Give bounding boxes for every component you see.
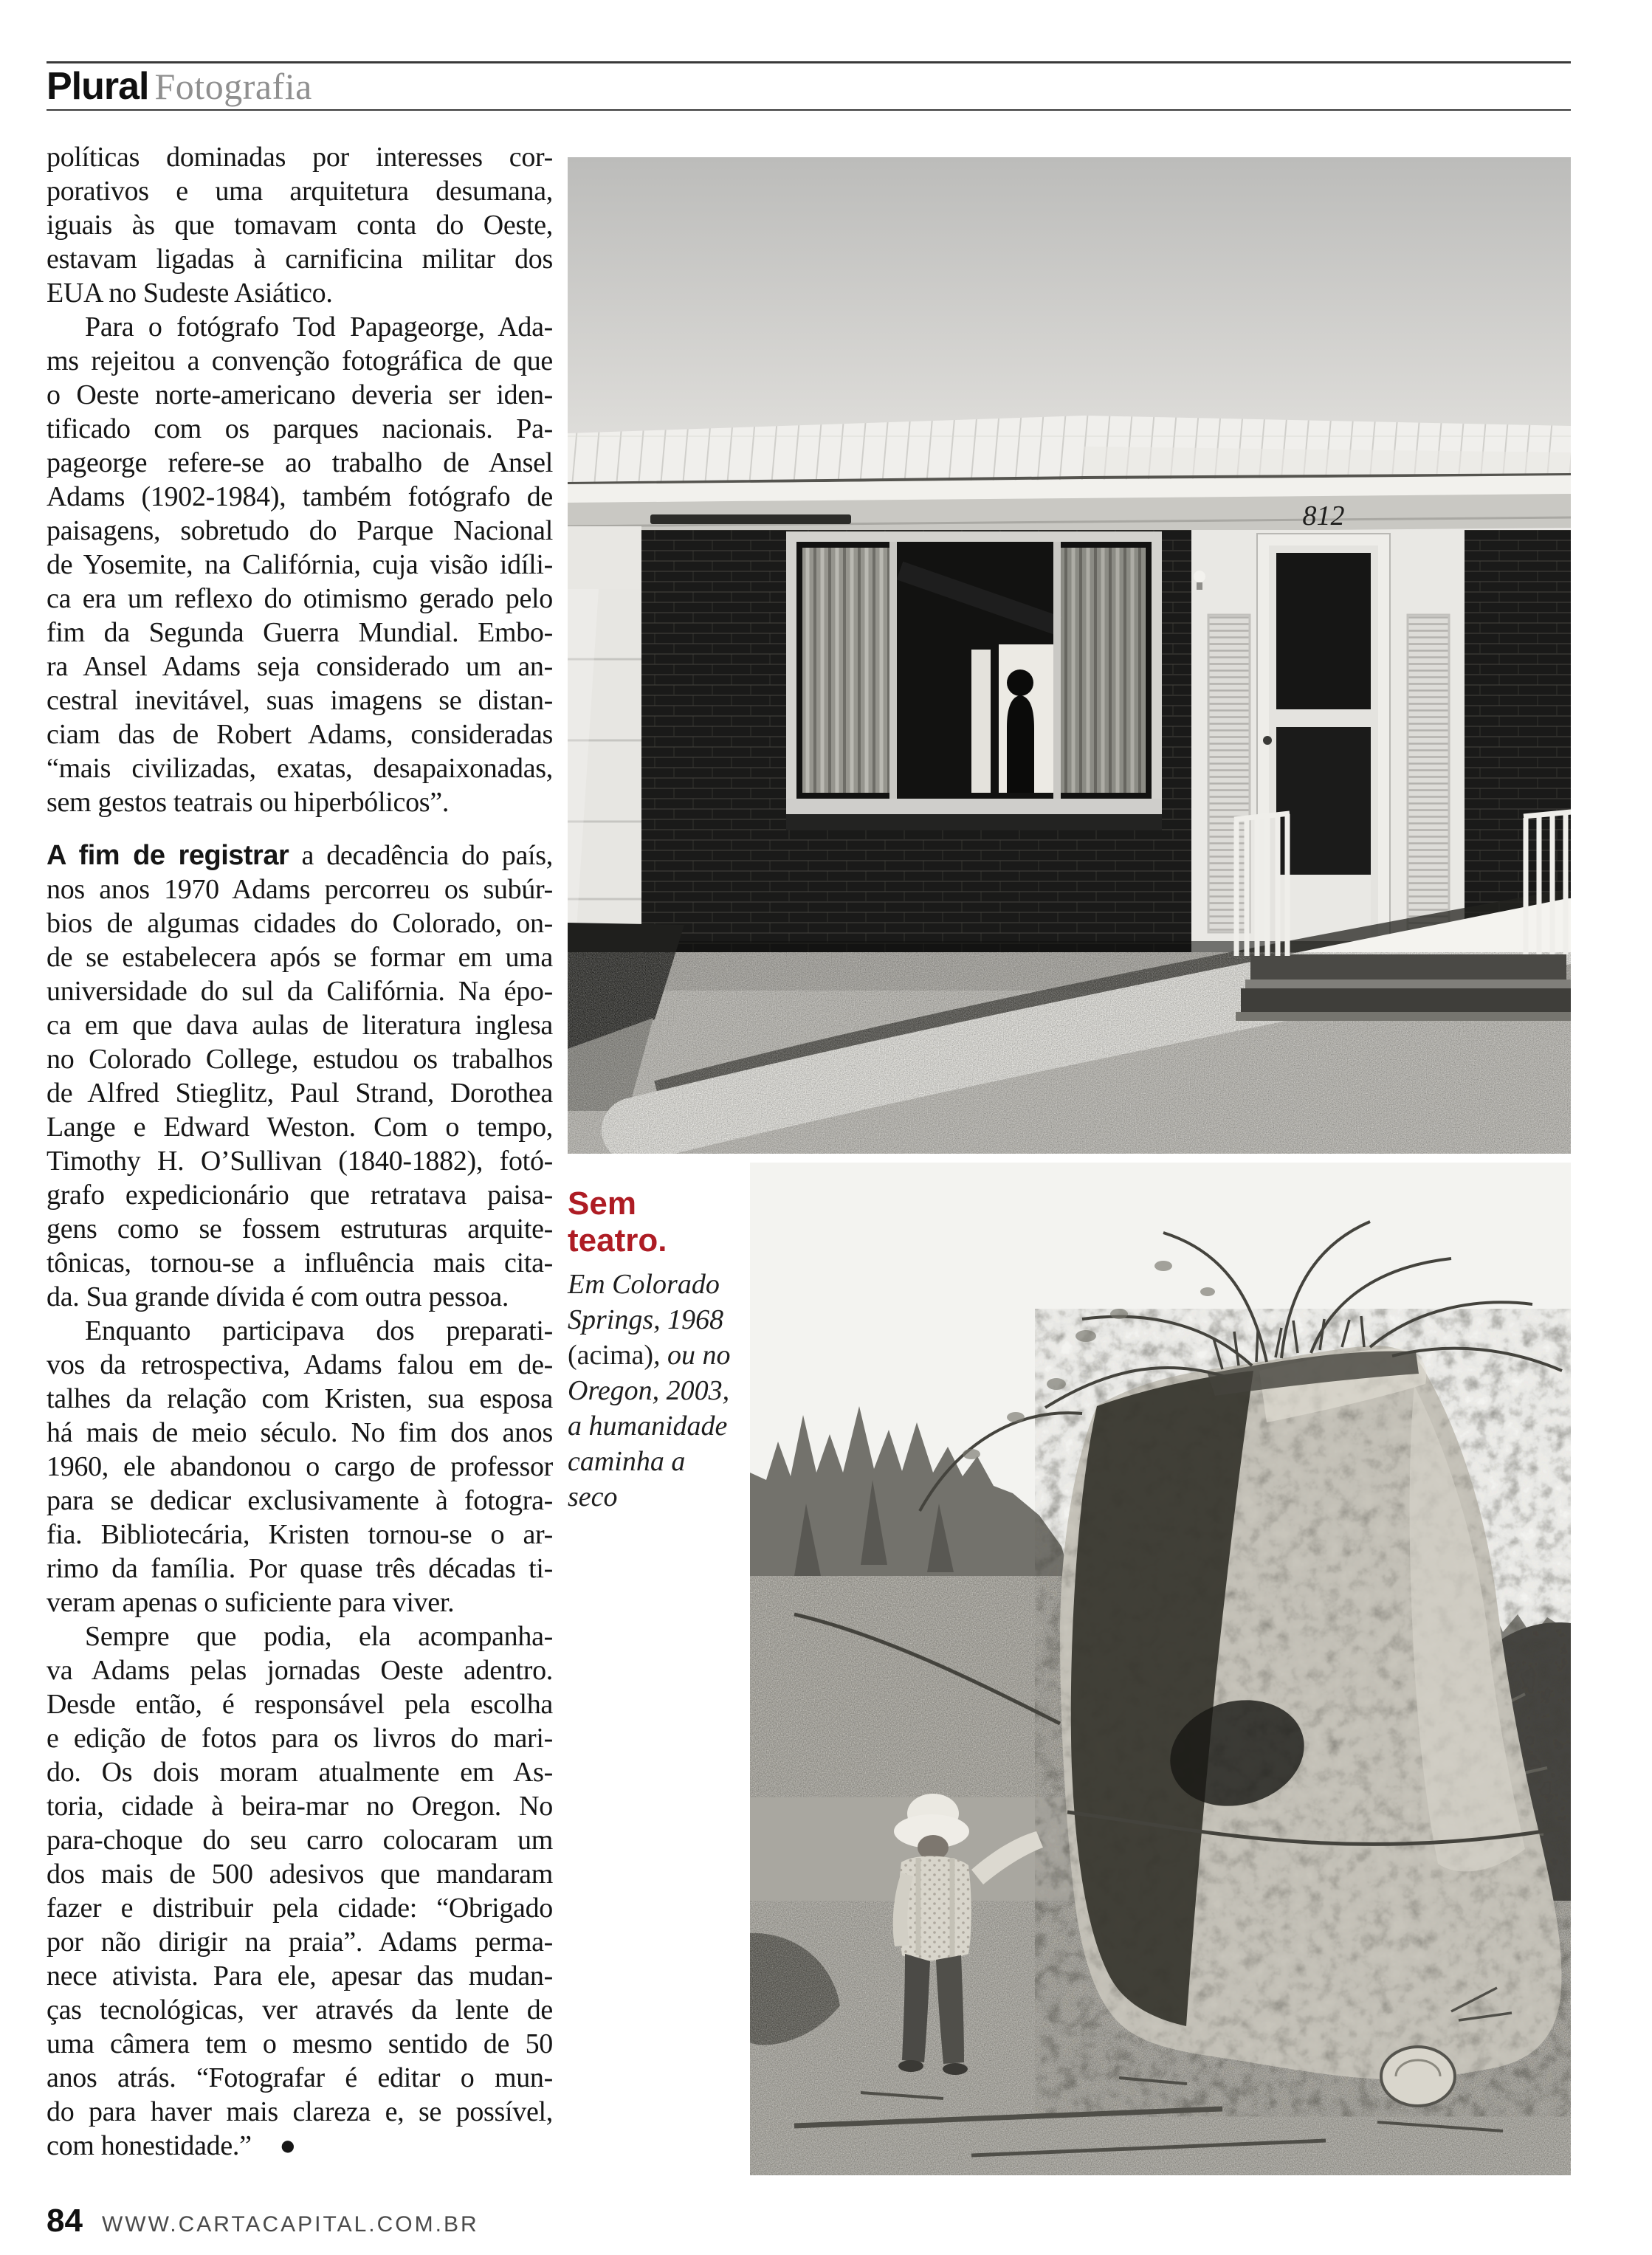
text-line: toria, cidade à beira-mar no Oregon. No xyxy=(47,1791,553,1822)
text-line: com honestidade.” ● xyxy=(47,2130,297,2161)
caption-segment: Em Colorado Springs, 1968 xyxy=(568,1269,724,1335)
text-line: grafo expedicionário que retratava paisa- xyxy=(47,1180,553,1211)
text-line: estavam ligadas à carnificina militar dos xyxy=(47,244,553,275)
text-line: pageorge refere-se ao trabalho de Ansel xyxy=(47,447,553,478)
text-line: Adams (1902-1984), também fotógrafo de xyxy=(47,481,553,512)
text-line: ms rejeitou a convenção fotográfica de que xyxy=(47,345,553,376)
text-line: o Oeste norte-americano deveria ser iden- xyxy=(47,379,553,410)
text-line: iguais às que tomavam conta do Oeste, xyxy=(47,210,553,241)
text-line: vos da retrospectiva, Adams falou em de- xyxy=(47,1349,553,1380)
text-line: por não dirigir na praia”. Adams perma- xyxy=(47,1927,553,1958)
house-number: 812 xyxy=(1302,500,1345,531)
photo-stump xyxy=(750,1163,1571,2175)
text-line: fim da Segunda Guerra Mundial. Embo- xyxy=(47,617,553,648)
text-line: uma câmera tem o mesmo sentido de 50 xyxy=(47,2028,553,2059)
inner-doorway xyxy=(971,650,991,793)
text-line: e edição de fotos para os livros do mari- xyxy=(47,1723,553,1754)
text-line: universidade do sul da Califórnia. Na épo- xyxy=(47,976,553,1007)
text-line: A fim de registrar a decadência do país, xyxy=(47,840,553,871)
paragraph xyxy=(47,1314,553,1619)
masthead-topic: Fotografia xyxy=(154,66,312,107)
house-photo-illustration xyxy=(568,157,1571,1154)
text-line: cestral inevitável, suas imagens se distan- xyxy=(47,685,553,716)
text-line: do. Os dois moram atualmente em As- xyxy=(47,1757,553,1788)
text-line: ca era um reflexo do otimismo gerado pelo xyxy=(47,583,553,614)
text-line: há mais de meio século. No fim dos anos xyxy=(47,1417,553,1448)
header-rule-bottom xyxy=(47,109,1571,111)
text-line: dos mais de 500 adesivos que mandaram xyxy=(47,1859,553,1890)
text-line: Enquanto participava dos preparati- xyxy=(85,1315,553,1346)
text-line: no Colorado College, estudou os trabalhos xyxy=(47,1044,553,1075)
masthead xyxy=(47,65,312,108)
text-line: do para haver mais clareza e, se possível, xyxy=(47,2096,553,2127)
header-rule-top xyxy=(47,61,1571,63)
caption-title: Sem teatro. xyxy=(568,1185,667,1259)
text-line: 1960, ele abandonou o cargo de professor xyxy=(47,1451,553,1482)
text-line: sem gestos teatrais ou hiperbólicos”. xyxy=(47,787,450,818)
photo-house xyxy=(568,157,1571,1154)
text-line: porativos e uma arquitetura desumana, xyxy=(47,176,553,207)
caption-segment: (acima) xyxy=(568,1340,654,1371)
paragraph xyxy=(47,310,553,819)
caption-segment: , ou no Oregon, 2003, a humanidade caminha a seco xyxy=(568,1340,731,1512)
right-shutter xyxy=(1408,615,1449,932)
text-line: políticas dominadas por interesses cor- xyxy=(47,142,553,173)
text-line: nece ativista. Para ele, apesar das mudan- xyxy=(47,1960,553,1991)
page-footer xyxy=(47,2203,479,2239)
text-line: Lange e Edward Weston. Com o tempo, xyxy=(47,1112,553,1143)
paragraph xyxy=(47,1619,553,2163)
text-line: paisagens, sobretudo do Parque Nacional xyxy=(47,515,553,546)
text-line: da. Sua grande dívida é com outra pessoa. xyxy=(47,1281,509,1312)
text-line: fazer e distribuir pela cidade: “Obrigado xyxy=(47,1893,553,1924)
picture-window xyxy=(786,531,1162,830)
article-column xyxy=(47,140,553,2163)
porch-light xyxy=(1194,571,1205,582)
text-line: Timothy H. O’Sullivan (1840-1882), fotó- xyxy=(47,1146,553,1177)
paragraph xyxy=(47,140,553,310)
cut-log-face xyxy=(1381,2047,1455,2106)
caption-text xyxy=(568,1267,741,1515)
text-line: bios de algumas cidades do Colorado, on- xyxy=(47,908,553,939)
text-line: ciam das de Robert Adams, consideradas xyxy=(47,719,553,750)
text-line: para se dedicar exclusivamente à fotogra- xyxy=(47,1485,553,1516)
text-line: para-choque do seu carro colocaram um xyxy=(47,1825,553,1856)
person-silhouette xyxy=(1007,669,1034,793)
text-line: gens como se fossem estruturas arquite- xyxy=(47,1213,553,1244)
text-line: ca em que dava aulas de literatura inglesa xyxy=(47,1010,553,1041)
text-line: tônicas, tornou-se a influência mais cita- xyxy=(47,1247,553,1278)
text-line: ra Ansel Adams seja considerado um an- xyxy=(47,651,553,682)
roof xyxy=(568,416,1571,537)
text-line: de Yosemite, na Califórnia, cuja visão idíli- xyxy=(47,549,553,580)
left-shutter xyxy=(1208,615,1250,932)
text-line: ças tecnológicas, ver através da lente de xyxy=(47,1994,553,2025)
page-number: 84 xyxy=(47,2203,83,2239)
site-url: WWW.CARTACAPITAL.COM.BR xyxy=(101,2212,479,2237)
text-line: “mais civilizadas, exatas, desapaixonadas, xyxy=(47,753,553,784)
text-line: talhes da relação com Kristen, sua esposa xyxy=(47,1383,553,1414)
porch-steps xyxy=(1236,954,1571,1021)
text-line: fia. Bibliotecária, Kristen tornou-se o ar- xyxy=(47,1519,553,1550)
photo-caption xyxy=(568,1185,741,1515)
text-line: EUA no Sudeste Asiático. xyxy=(47,278,333,309)
paragraph xyxy=(47,839,553,1314)
text-line: Desde então, é responsável pela escolha xyxy=(47,1689,553,1720)
text-line: veram apenas o suficiente para viver. xyxy=(47,1587,455,1618)
text-line: tificado com os parques nacionais. Pa- xyxy=(47,413,553,444)
text-line: Para o fotógrafo Tod Papageorge, Ada- xyxy=(85,311,553,342)
text-line: Sempre que podia, ela acompanha- xyxy=(85,1621,553,1652)
stump-photo-illustration xyxy=(750,1163,1571,2175)
text-line: rimo da família. Por quase três décadas ti- xyxy=(47,1553,553,1584)
text-line: de Alfred Stieglitz, Paul Strand, Dorothea xyxy=(47,1078,553,1109)
text-line: nos anos 1970 Adams percorreu os subúr- xyxy=(47,874,553,905)
masthead-section: Plural xyxy=(47,65,149,108)
text-line: anos atrás. “Fotografar é editar o mun- xyxy=(47,2062,553,2093)
text-line: de se estabelecera após se formar em uma xyxy=(47,942,553,973)
text-line: va Adams pelas jornadas Oeste adentro. xyxy=(47,1655,553,1686)
